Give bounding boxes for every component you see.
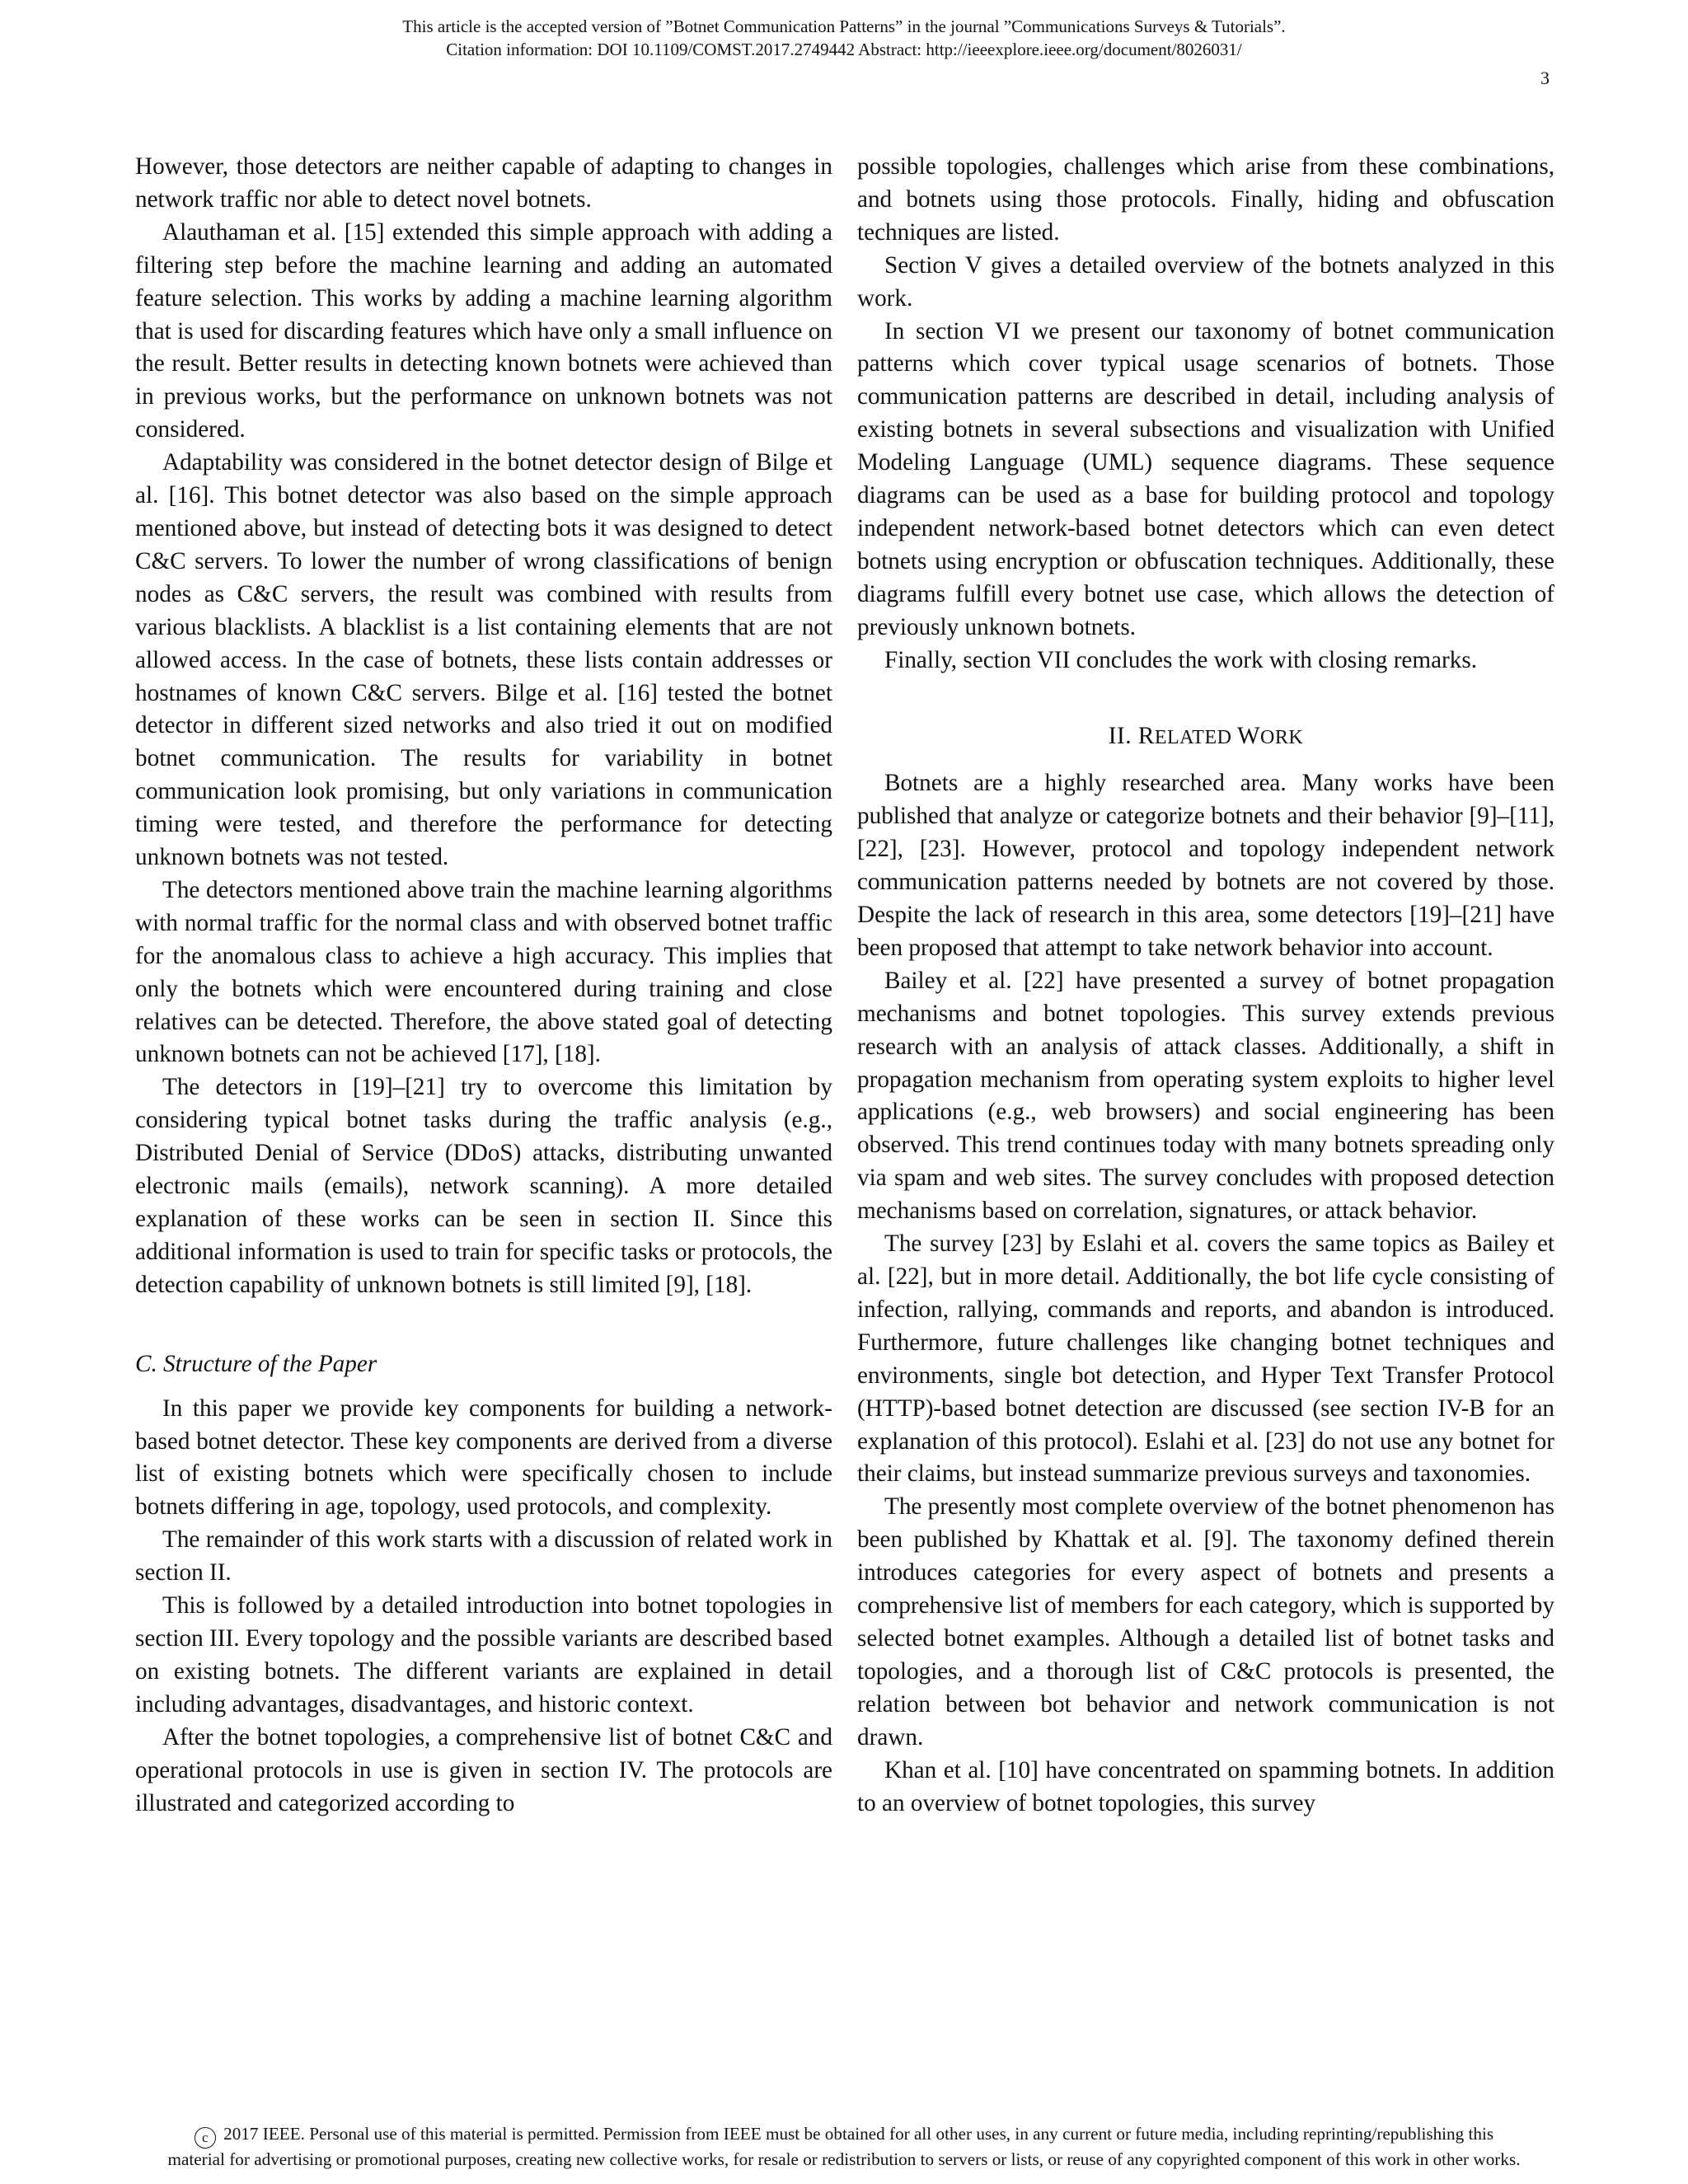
- paragraph: possible topologies, challenges which arise from these combinations, and botnets using those protocols. Finally, hiding and obfuscation techniques are listed.: [857, 153, 1554, 246]
- header-line-2: Citation information: DOI 10.1109/COMST.2017.2749442 Abstract: http://ieeexplore.ieee.org/document/8026031/: [446, 40, 1242, 59]
- page-number: 3: [1540, 68, 1550, 88]
- paragraph: The remainder of this work starts with a discussion of related work in section II.: [135, 1526, 832, 1586]
- section-heading-number: II.: [1108, 722, 1132, 749]
- section-heading-text: RELATED WORK: [1137, 722, 1304, 749]
- paragraph: Alauthaman et al. [15] extended this simple approach with adding a filtering step before the machine learning and adding an automated feature selection. This works by adding a machine learning algorithm that is used for discarding features which have only a small influence on the result. Better results in detecting known botnets were achieved than in previous works, but the performance on unknown botnets was not considered.: [135, 218, 832, 443]
- copyright-icon: c: [195, 2127, 216, 2149]
- footer-line-1-text: 2017 IEEE. Personal use of this material is permitted. Permission from IEEE must be obtained for all other uses, in any current or future media, including reprinting/republishing this: [223, 2124, 1494, 2144]
- section-heading: [857, 720, 1554, 755]
- footer-notice: [0, 2123, 1688, 2170]
- paragraph: In section VI we present our taxonomy of botnet communication patterns which cover typical usage scenarios of botnets. Those communication patterns are described in detail, including analysis of existing botnets in several subsections and visualization with Unified Modeling Language (UML) sequence diagrams. These sequence diagrams can be used as a base for building protocol and topology independent network-based botnet detectors which can even detect botnets using encryption or obfuscation techniques. Additionally, these diagrams fulfill every botnet use case, which allows the detection of previously unknown botnets.: [857, 317, 1554, 640]
- paragraph: Khan et al. [10] have concentrated on spamming botnets. In addition to an overview of botnet topologies, this survey: [857, 1756, 1554, 1816]
- subsection-heading: C. Structure of the Paper: [135, 1350, 377, 1377]
- right-column: [857, 151, 1554, 1820]
- footer-line-1: [0, 2123, 1688, 2149]
- paragraph: However, those detectors are neither capable of adapting to changes in network traffic nor able to detect novel botnets.: [135, 153, 832, 213]
- paragraph: After the botnet topologies, a comprehensive list of botnet C&C and operational protocols in use is given in section IV. The protocols are illustrated and categorized according to: [135, 1723, 832, 1816]
- header-notice: [0, 15, 1688, 61]
- paragraph: Section V gives a detailed overview of the botnets analyzed in this work.: [857, 251, 1554, 312]
- paragraph: This is followed by a detailed introduction into botnet topologies in section III. Every topology and the possible variants are described based on existing botnets. The different variants are explained in detail including advantages, disadvantages, and historic context.: [135, 1592, 832, 1718]
- paragraph: The detectors mentioned above train the machine learning algorithms with normal traffic for the normal class and with observed botnet traffic for the anomalous class to achieve a high accuracy. This implies that only the botnets which were encountered during training and close relatives can be detected. Therefore, the above stated goal of detecting unknown botnets can not be achieved [17], [18].: [135, 876, 832, 1068]
- paragraph: Bailey et al. [22] have presented a survey of botnet propagation mechanisms and botnet topologies. This survey extends previous research with an analysis of attack classes. Additionally, a shift in propagation mechanism from operating system exploits to higher level applications (e.g., web browsers) and social engineering has been observed. This trend continues today with many botnets spreading only via spam and web sites. The survey concludes with proposed detection mechanisms based on correlation, signatures, or attack behavior.: [857, 967, 1554, 1225]
- paragraph: Finally, section VII concludes the work with closing remarks.: [884, 646, 1477, 673]
- paragraph: The survey [23] by Eslahi et al. covers the same topics as Bailey et al. [22], but in more detail. Additionally, the bot life cycle consisting of infection, rallying, commands and reports, and abandon is introduced. Furthermore, future challenges like changing botnet techniques and environments, single bot detection, and Hyper Text Transfer Protocol (HTTP)-based botnet detection are discussed (see section IV-B for an explanation of this protocol). Eslahi et al. [23] do not use any botnet for their claims, but instead summarize previous surveys and taxonomies.: [857, 1230, 1554, 1488]
- paragraph: The detectors in [19]–[21] try to overcome this limitation by considering typical botnet tasks during the traffic analysis (e.g., Distributed Denial of Service (DDoS) attacks, distributing unwanted electronic mails (emails), network scanning). A more detailed explanation of these works can be seen in section II. Since this additional information is used to train for specific tasks or protocols, the detection capability of unknown botnets is still limited [9], [18].: [135, 1074, 832, 1298]
- left-column: [135, 151, 832, 1820]
- paragraph: In this paper we provide key components for building a network-based botnet detector. These key components are derived from a diverse list of existing botnets which were specifically chosen to include botnets differing in age, topology, used protocols, and complexity.: [135, 1394, 832, 1521]
- paragraph: The presently most complete overview of the botnet phenomenon has been published by Khattak et al. [9]. The taxonomy defined therein introduces categories for every aspect of botnets and presents a comprehensive list of members for each category, which is supported by selected botnet examples. Although a detailed list of botnet tasks and topologies, and a thorough list of C&C protocols is presented, the relation between bot behavior and network communication is not drawn.: [857, 1493, 1554, 1750]
- footer-line-2: material for advertising or promotional purposes, creating new collective works, for resale or redistribution to servers or lists, or reuse of any copyrighted component of this work in other works.: [167, 2149, 1521, 2169]
- paragraph: Botnets are a highly researched area. Many works have been published that analyze or categorize botnets and their behavior [9]–[11], [22], [23]. However, protocol and topology independent network communication patterns needed by botnets are not covered by those. Despite the lack of research in this area, some detectors [19]–[21] have been proposed that attempt to take network behavior into account.: [857, 770, 1554, 961]
- paragraph: Adaptability was considered in the botnet detector design of Bilge et al. [16]. This botnet detector was also based on the simple approach mentioned above, but instead of detecting bots it was designed to detect C&C servers. To lower the number of wrong classifications of benign nodes as C&C servers, the result was combined with results from various blacklists. A blacklist is a list containing elements that are not allowed access. In the case of botnets, these lists contain addresses or hostnames of known C&C servers. Bilge et al. [16] tested the botnet detector in different sized networks and also tried it out on modified botnet communication. The results for variability in botnet communication look promising, but only variations in communication timing were tested, and therefore the performance for detecting unknown botnets was not tested.: [135, 449, 832, 871]
- header-line-1: This article is the accepted version of ”Botnet Communication Patterns” in the journal ”Communications Surveys & Tutorials”.: [402, 16, 1286, 36]
